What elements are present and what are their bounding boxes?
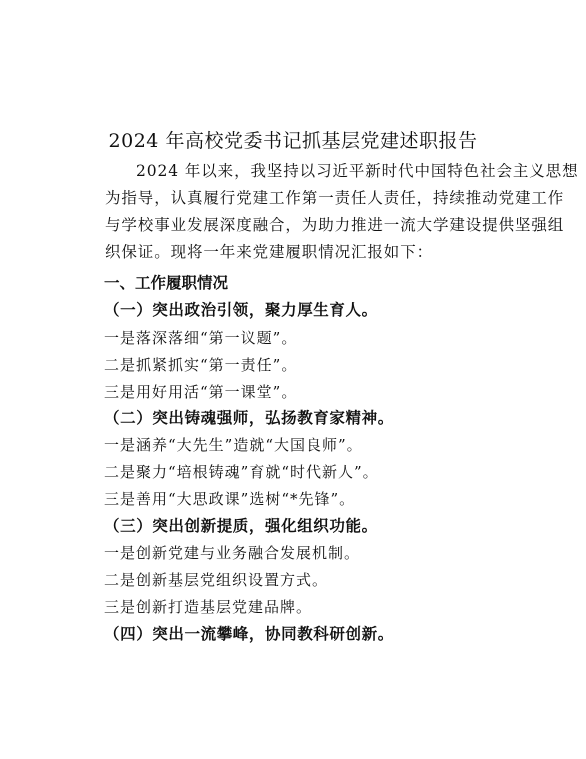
list-item: 三是用好用活“第一课堂”。	[104, 383, 298, 401]
list-item: 二是创新基层党组织设置方式。	[104, 571, 329, 589]
list-item: 二是抓紧抓实“第一责任”。	[104, 356, 298, 374]
list-item: 一是涵养“大先生”造就“大国良师”。	[104, 436, 363, 454]
subsection-heading: （四）突出一流攀峰，协同教科研创新。	[104, 624, 394, 643]
document-title: 2024 年高校党委书记抓基层党建述职报告	[108, 130, 478, 152]
intro-line: 织保证。现将一年来党建履职情况汇报如下：	[105, 243, 434, 261]
list-item: 一是创新党建与业务融合发展机制。	[104, 544, 361, 562]
subsection-heading: （三）突出创新提质，强化组织功能。	[104, 516, 378, 535]
list-item: 二是聚力“培根铸魂”育就“时代新人”。	[104, 463, 379, 481]
intro-paragraph	[105, 158, 579, 266]
section-heading: 一、工作履职情况	[104, 274, 229, 292]
intro-line: 与学校事业发展深度融合，为助力推进一流大学建设提供坚强组	[105, 216, 565, 234]
intro-line: 为指导，认真履行党建工作第一责任人责任，持续推动党建工作	[105, 189, 565, 207]
intro-line: 2024 年以来，我坚持以习近平新时代中国特色社会主义思想	[136, 162, 579, 180]
subsection-heading: （二）突出铸魂强师，弘扬教育家精神。	[104, 408, 394, 427]
subsection-heading: （一）突出政治引领，聚力厚生育人。	[104, 300, 378, 319]
list-item: 三是创新打造基层党建品牌。	[104, 598, 313, 616]
list-item: 一是落深落细“第一议题”。	[104, 329, 298, 347]
list-item: 三是善用“大思政课”选树“*先锋”。	[104, 490, 356, 508]
